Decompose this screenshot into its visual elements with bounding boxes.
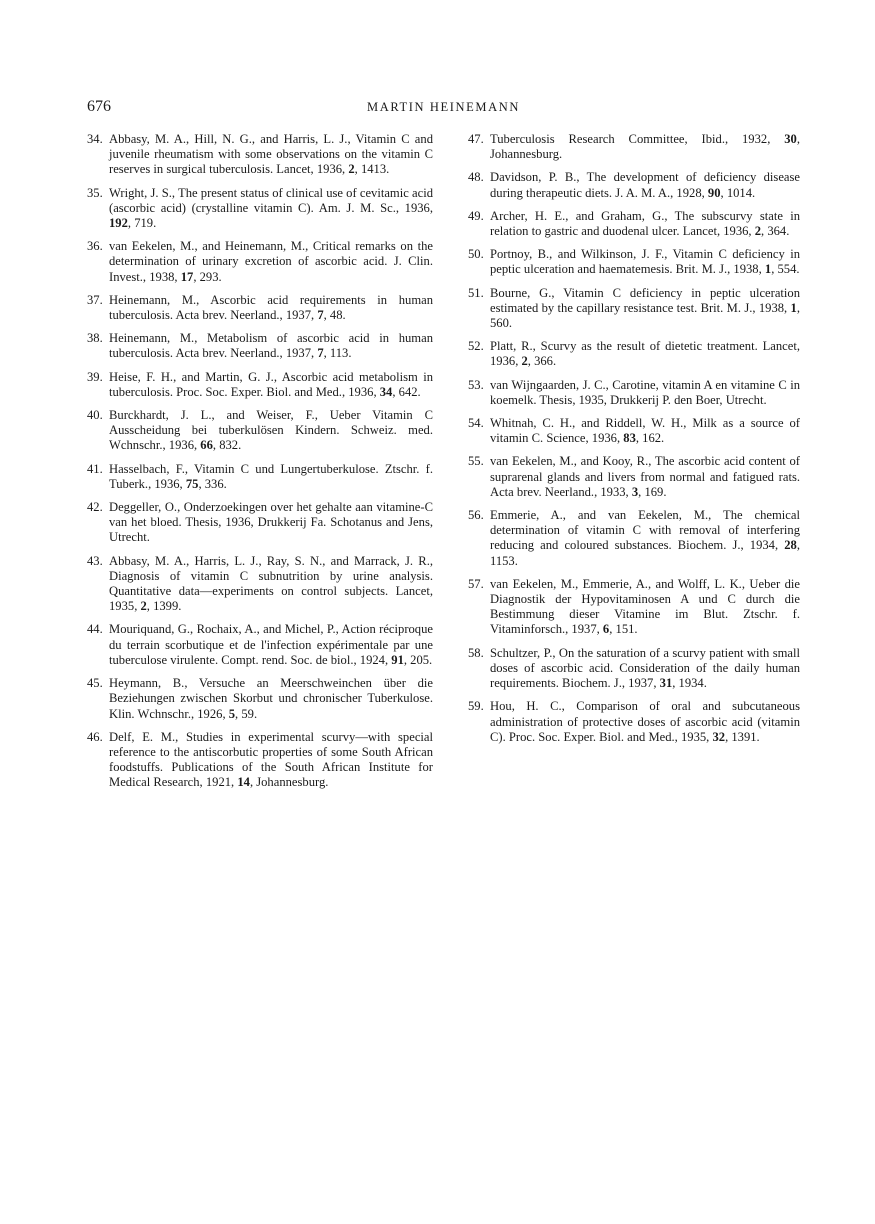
- reference-pages: , 205.: [403, 652, 433, 667]
- reference-volume: 7: [317, 308, 324, 323]
- reference-pages: , 169.: [638, 484, 667, 499]
- reference-pages: , 59.: [235, 706, 258, 721]
- reference-text: Abbasy, M. A., Hill, N. G., and Harris, L. J., Vitamin C and juvenile rheumatism with some observations on the vitamin C reserves in surgical tuberculosis. Lancet, 1936,: [109, 132, 433, 177]
- reference-volume: 5: [228, 706, 236, 721]
- reference-item: [87, 730, 433, 791]
- reference-number: 34.: [87, 132, 103, 146]
- reference-item: [87, 239, 433, 285]
- reference-volume: 66: [200, 438, 213, 453]
- reference-volume: 14: [237, 775, 250, 790]
- reference-text: Heymann, B., Versuche an Meerschweinchen über die Beziehungen zwischen Skorbut und chronischer Tuberkulose. Klin. Wchnschr., 1926,: [109, 676, 433, 721]
- reference-item: [468, 132, 800, 162]
- reference-volume: 2: [754, 224, 762, 239]
- reference-number: 49.: [468, 208, 484, 223]
- reference-pages: , 151.: [609, 622, 638, 637]
- reference-number: 53.: [468, 377, 484, 392]
- reference-list-right: [468, 132, 800, 745]
- running-head: MARTIN HEINEMANN: [367, 100, 520, 114]
- reference-text: Platt, R., Scurvy as the result of dietetic treatment. Lancet, 1936,: [490, 339, 800, 369]
- reference-volume: 91: [391, 652, 404, 667]
- reference-item: [87, 408, 433, 454]
- reference-pages: , 366.: [527, 354, 557, 369]
- reference-pages: , 832.: [212, 438, 242, 453]
- reference-text: van Wijngaarden, J. C., Carotine, vitamin A en vitamine C in koemelk. Thesis, 1935, Drukkerij P. den Boer, Utrecht.: [490, 377, 800, 407]
- reference-number: 48.: [468, 170, 484, 185]
- reference-item: [87, 462, 433, 492]
- reference-pages: , 560.: [490, 300, 800, 331]
- reference-volume: 192: [109, 216, 128, 231]
- reference-item: [87, 622, 433, 668]
- reference-pages: , 364.: [761, 224, 790, 239]
- reference-pages: , 1399.: [146, 599, 182, 614]
- reference-number: 44.: [87, 622, 103, 637]
- reference-text: Heise, F. H., and Martin, G. J., Ascorbic acid metabolism in tuberculosis. Proc. Soc. Exper. Biol. and Med., 1936,: [109, 369, 433, 399]
- reference-item: [87, 676, 433, 722]
- reference-pages: , 162.: [635, 431, 665, 446]
- reference-text: Burckhardt, J. L., and Weiser, F., Ueber Vitamin C Ausscheidung bei tuberkulösen Kindern. Schweiz. med. Wchnschr., 1936,: [109, 408, 433, 453]
- reference-number: 39.: [87, 369, 103, 384]
- reference-item: [468, 286, 800, 332]
- reference-text: Hou, H. C., Comparison of oral and subcutaneous administration of protective doses of ascorbic acid (vitamin C). Proc. Soc. Exper. Biol. and Med., 1935,: [490, 699, 800, 744]
- reference-number: 36.: [87, 239, 103, 254]
- reference-number: 40.: [87, 408, 103, 423]
- reference-text: van Eekelen, M., Emmerie, A., and Wolff, L. K., Ueber die Diagnostik der Hypovitaminosen A und C durch die Bestimmung dieser Vitamine im Blut. Ztschr. f. Vitaminforsch., 1937,: [490, 576, 800, 637]
- reference-volume: 83: [623, 431, 636, 446]
- reference-item: [468, 577, 800, 638]
- reference-text: Davidson, P. B., The development of deficiency disease during therapeutic diets. J. A. M. A., 1928,: [490, 170, 800, 200]
- reference-number: 55.: [468, 454, 484, 469]
- reference-pages: , 642.: [392, 384, 421, 399]
- reference-number: 57.: [468, 576, 484, 591]
- reference-text: van Eekelen, M., and Heinemann, M., Critical remarks on the determination of urinary excretion of ascorbic acid. J. Clin. Invest., 1938,: [109, 239, 433, 284]
- reference-number: 50.: [468, 247, 484, 262]
- reference-volume: 6: [602, 622, 610, 637]
- reference-item: [468, 378, 800, 408]
- reference-text: Heinemann, M., Ascorbic acid requirements in human tuberculosis. Acta brev. Neerland., 1937,: [109, 292, 433, 323]
- reference-pages: , 554.: [771, 262, 800, 277]
- reference-number: 54.: [468, 416, 484, 431]
- reference-pages: , Johannesburg.: [490, 132, 800, 162]
- reference-number: 43.: [87, 553, 103, 568]
- reference-item: [468, 508, 800, 569]
- reference-item: [87, 132, 433, 178]
- reference-volume: 1: [790, 300, 797, 315]
- reference-volume: 3: [631, 484, 639, 499]
- reference-pages: , 719.: [127, 216, 157, 231]
- reference-list-left: [87, 132, 433, 791]
- reference-text: Hasselbach, F., Vitamin C und Lungertuberkulose. Ztschr. f. Tuberk., 1936,: [109, 461, 433, 491]
- reference-volume: 28: [784, 538, 797, 553]
- reference-text: Wright, J. S., The present status of clinical use of cevitamic acid (ascorbic acid) (crystalline vitamin C). Am. J. M. Sc., 1936,: [109, 185, 433, 215]
- reference-text: Emmerie, A., and van Eekelen, M., The chemical determination of vitamin C with removal of interfering reducing and coloured substances. Biochem. J., 1934,: [490, 508, 800, 553]
- reference-number: 46.: [87, 729, 103, 744]
- reference-text: van Eekelen, M., and Kooy, R., The ascorbic acid content of suprarenal glands and livers from normal and fatigued rats. Acta brev. Neerland., 1933,: [490, 454, 800, 499]
- reference-item: [468, 454, 800, 500]
- reference-pages: , 113.: [323, 346, 352, 361]
- reference-item: [87, 293, 433, 323]
- reference-volume: 2: [521, 354, 528, 369]
- reference-item: [87, 331, 433, 361]
- reference-pages: , 1934.: [672, 676, 707, 691]
- reference-pages: , 48.: [323, 308, 346, 323]
- reference-item: [468, 416, 800, 446]
- reference-volume: 7: [317, 346, 324, 361]
- reference-item: [468, 699, 800, 745]
- reference-item: [87, 370, 433, 400]
- reference-number: 41.: [87, 461, 103, 476]
- reference-item: [87, 554, 433, 615]
- reference-pages: , 293.: [193, 269, 222, 284]
- reference-pages: , Johannesburg.: [249, 775, 329, 790]
- reference-number: 47.: [468, 132, 484, 146]
- reference-item: [87, 500, 433, 546]
- reference-text: Abbasy, M. A., Harris, L. J., Ray, S. N., and Marrack, J. R., Diagnosis of vitamin C subnutrition by urine analysis. Quantitative data—experiments on control subjects. Lancet, 1935,: [109, 553, 433, 614]
- reference-item: [468, 247, 800, 277]
- reference-item: [468, 646, 800, 692]
- reference-volume: 31: [659, 676, 673, 691]
- reference-text: Delf, E. M., Studies in experimental scurvy—with special reference to the antiscorbutic properties of some South African foodstuffs. Publications of the South African Institute for Medical Research, 1921,: [109, 729, 433, 790]
- reference-volume: 2: [348, 162, 355, 177]
- reference-volume: 2: [140, 599, 147, 614]
- reference-number: 51.: [468, 285, 484, 300]
- reference-text: Heinemann, M., Metabolism of ascorbic acid in human tuberculosis. Acta brev. Neerland., 1937,: [109, 331, 433, 361]
- page-number: 676: [87, 98, 111, 115]
- reference-pages: , 1391.: [725, 729, 760, 744]
- reference-number: 42.: [87, 500, 103, 515]
- reference-text: Archer, H. E., and Graham, G., The subscurvy state in relation to gastric and duodenal ulcer. Lancet, 1936,: [490, 208, 800, 239]
- reference-text: Portnoy, B., and Wilkinson, J. F., Vitamin C deficiency in peptic ulceration and haematemesis. Brit. M. J., 1938,: [490, 247, 800, 277]
- reference-number: 56.: [468, 508, 484, 523]
- reference-volume: 1: [764, 262, 772, 277]
- reference-pages: , 1153.: [490, 538, 800, 568]
- reference-volume: 90: [707, 185, 721, 200]
- reference-pages: , 1014.: [720, 185, 756, 200]
- reference-number: 58.: [468, 645, 484, 660]
- reference-volume: 34: [379, 384, 393, 399]
- reference-text: Tuberculosis Research Committee, Ibid., 1932,: [490, 132, 785, 146]
- reference-number: 52.: [468, 339, 484, 354]
- reference-volume: 32: [712, 729, 726, 744]
- reference-item: [468, 339, 800, 369]
- reference-item: [468, 209, 800, 239]
- reference-number: 38.: [87, 331, 103, 346]
- reference-volume: 30: [784, 132, 797, 146]
- reference-text: Schultzer, P., On the saturation of a scurvy patient with small doses of ascorbic acid. Consideration of the daily human requirements. Biochem. J., 1937,: [490, 645, 800, 691]
- reference-pages: , 1413.: [354, 162, 390, 177]
- reference-pages: , 336.: [198, 476, 227, 491]
- reference-text: Deggeller, O., Onderzoekingen over het gehalte aan vitamine-C van het bloed. Thesis, 1936, Drukkerij Fa. Schotanus and Jens, Utrecht.: [109, 500, 433, 545]
- reference-number: 59.: [468, 699, 484, 714]
- reference-text: Mouriquand, G., Rochaix, A., and Michel, P., Action réciproque du terrain scorbutique et de l'infection expérimentale par une tuberculose virulente. Compt. rend. Soc. de biol., 1924,: [109, 622, 433, 667]
- reference-number: 37.: [87, 292, 103, 307]
- reference-volume: 17: [180, 269, 194, 284]
- reference-volume: 75: [185, 476, 199, 491]
- reference-text: Whitnah, C. H., and Riddell, W. H., Milk as a source of vitamin C. Science, 1936,: [490, 416, 800, 446]
- reference-item: [468, 170, 800, 200]
- reference-text: Bourne, G., Vitamin C deficiency in peptic ulceration estimated by the capillary resistance test. Brit. M. J., 1938,: [490, 285, 800, 315]
- reference-number: 45.: [87, 676, 103, 691]
- reference-item: [87, 186, 433, 232]
- reference-number: 35.: [87, 185, 103, 200]
